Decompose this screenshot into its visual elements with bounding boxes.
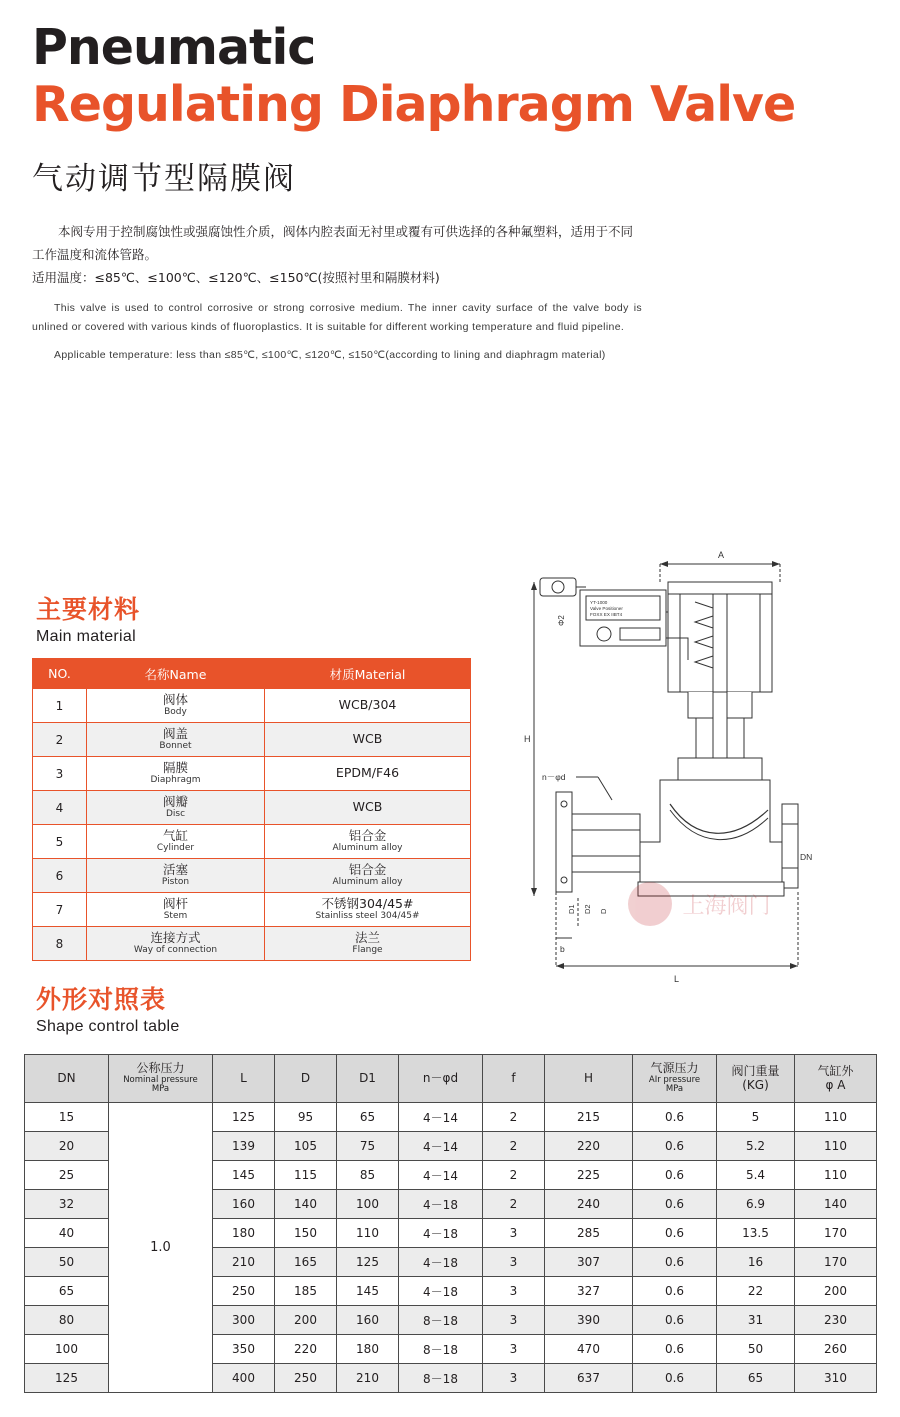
cell-no: 4 xyxy=(33,791,87,825)
cell-dn: 20 xyxy=(25,1132,109,1161)
column-header-dn xyxy=(25,1055,109,1103)
cell-f: 3 xyxy=(483,1248,545,1277)
cell-cylinder-od: 200 xyxy=(795,1277,877,1306)
intro-block xyxy=(32,220,642,365)
svg-text:D2: D2 xyxy=(583,904,592,914)
cell-l: 210 xyxy=(213,1248,275,1277)
main-material-table-wrap xyxy=(32,658,470,961)
shape-table-heading-cn: 外形对照表 xyxy=(36,985,167,1014)
column-header-f xyxy=(483,1055,545,1103)
cell-material-en: Aluminum alloy xyxy=(332,877,403,888)
cell-air-pressure: 0.6 xyxy=(633,1132,717,1161)
cell-f: 2 xyxy=(483,1103,545,1132)
cell-d: 95 xyxy=(275,1103,337,1132)
cell-l: 160 xyxy=(213,1190,275,1219)
column-header-air-cn: 气源压力 xyxy=(650,1060,699,1075)
cell-f: 3 xyxy=(483,1219,545,1248)
intro-en-paragraph-2: Applicable temperature: less than ≤85℃, ≤100℃, ≤120℃, ≤150℃(according to lining and diaphragm material) xyxy=(54,349,606,361)
cell-name-cn: 阀瓣 xyxy=(162,793,188,809)
table-header-row xyxy=(25,1055,877,1103)
cell-nphid: 4－18 xyxy=(399,1277,483,1306)
cell-h: 285 xyxy=(545,1219,633,1248)
cell-cylinder-od: 170 xyxy=(795,1219,877,1248)
shape-control-table xyxy=(24,1054,877,1393)
column-header-material: 材质Material xyxy=(265,659,471,689)
cell-name-cn: 隔膜 xyxy=(162,759,188,775)
svg-text:YT-1000: YT-1000 xyxy=(590,600,608,605)
cell-material-cn: WCB xyxy=(352,731,383,747)
cell-cylinder-od: 110 xyxy=(795,1132,877,1161)
cell-nphid: 4－14 xyxy=(399,1161,483,1190)
column-header-h xyxy=(545,1055,633,1103)
cell-f: 2 xyxy=(483,1132,545,1161)
column-header-air-pressure xyxy=(633,1055,717,1103)
column-header-weight xyxy=(717,1055,795,1103)
cell-f: 3 xyxy=(483,1335,545,1364)
cell-material xyxy=(265,859,471,893)
intro-en-paragraph-1: This valve is used to control corrosive or strong corrosive medium. The inner cavity surface of the valve body is unlined or covered with various kinds of fluoroplastics. It is suitable for different working temperature and fluid pipeline. xyxy=(32,302,642,333)
cell-air-pressure: 0.6 xyxy=(633,1306,717,1335)
cell-h: 470 xyxy=(545,1335,633,1364)
cell-d1: 65 xyxy=(337,1103,399,1132)
cell-weight: 13.5 xyxy=(717,1219,795,1248)
cell-f: 2 xyxy=(483,1161,545,1190)
cell-cylinder-od: 310 xyxy=(795,1364,877,1393)
cell-name-en: Piston xyxy=(161,877,190,888)
cell-nphid: 4－14 xyxy=(399,1103,483,1132)
cell-name-en: Way of connection xyxy=(133,945,218,956)
cell-l: 139 xyxy=(213,1132,275,1161)
column-header-np-en: Nominal pressure xyxy=(123,1074,198,1085)
column-header-cylinder-od xyxy=(795,1055,877,1103)
cell-name xyxy=(87,893,265,927)
cell-cylinder-od: 230 xyxy=(795,1306,877,1335)
table-row xyxy=(33,927,471,961)
svg-text:L: L xyxy=(674,974,680,984)
cell-h: 215 xyxy=(545,1103,633,1132)
cell-h: 240 xyxy=(545,1190,633,1219)
cell-air-pressure: 0.6 xyxy=(633,1103,717,1132)
cell-air-pressure: 0.6 xyxy=(633,1219,717,1248)
cell-name xyxy=(87,689,265,723)
cell-h: 307 xyxy=(545,1248,633,1277)
table-row xyxy=(25,1103,877,1132)
cell-name-cn: 气缸 xyxy=(162,827,188,843)
page-title-cn: 气动调节型隔膜阀 xyxy=(32,160,296,197)
cell-name-cn: 阀体 xyxy=(162,691,188,707)
cell-nphid: 8－18 xyxy=(399,1306,483,1335)
cell-dn: 40 xyxy=(25,1219,109,1248)
cell-name-en: Stem xyxy=(163,911,188,922)
cell-name-cn: 阀盖 xyxy=(162,725,188,741)
svg-text:Valve Positioner: Valve Positioner xyxy=(590,606,623,611)
cell-no: 3 xyxy=(33,757,87,791)
column-header-weight-cn: 阀门重量 xyxy=(731,1063,780,1078)
column-header-h-cn: H xyxy=(583,1070,594,1085)
intro-cn-paragraph-2: 适用温度：≤85℃、≤100℃、≤120℃、≤150℃(按照衬里和隔膜材料) xyxy=(32,270,440,286)
cell-name-en: Diaphragm xyxy=(150,775,201,786)
cell-f: 2 xyxy=(483,1190,545,1219)
column-header-nphid xyxy=(399,1055,483,1103)
cell-d: 150 xyxy=(275,1219,337,1248)
cell-h: 220 xyxy=(545,1132,633,1161)
cell-dn: 15 xyxy=(25,1103,109,1132)
cell-air-pressure: 0.6 xyxy=(633,1277,717,1306)
cell-cylinder-od: 110 xyxy=(795,1103,877,1132)
column-header-d xyxy=(275,1055,337,1103)
cell-weight: 5.4 xyxy=(717,1161,795,1190)
cell-nphid: 4－18 xyxy=(399,1248,483,1277)
cell-material xyxy=(265,893,471,927)
cell-dn: 25 xyxy=(25,1161,109,1190)
cell-weight: 16 xyxy=(717,1248,795,1277)
svg-text:A: A xyxy=(718,550,725,560)
cell-material-cn: WCB xyxy=(352,799,383,815)
cell-d: 105 xyxy=(275,1132,337,1161)
page-title-en-line1: Pneumatic xyxy=(32,19,316,76)
cell-l: 180 xyxy=(213,1219,275,1248)
cell-d: 185 xyxy=(275,1277,337,1306)
cell-air-pressure: 0.6 xyxy=(633,1335,717,1364)
table-row xyxy=(33,791,471,825)
svg-text:Φ2: Φ2 xyxy=(557,615,566,626)
cell-material xyxy=(265,723,471,757)
cell-air-pressure: 0.6 xyxy=(633,1248,717,1277)
cell-name-cn: 连接方式 xyxy=(150,929,201,945)
cell-f: 3 xyxy=(483,1306,545,1335)
column-header-l-cn: L xyxy=(240,1070,247,1085)
cell-no: 5 xyxy=(33,825,87,859)
cell-d1: 145 xyxy=(337,1277,399,1306)
cell-weight: 65 xyxy=(717,1364,795,1393)
cell-dn: 80 xyxy=(25,1306,109,1335)
cell-name-cn: 活塞 xyxy=(162,861,188,877)
column-header-nominal-pressure xyxy=(109,1055,213,1103)
column-header-d1-cn: D1 xyxy=(359,1070,376,1085)
cell-material-cn: WCB/304 xyxy=(338,697,397,713)
shape-table-heading xyxy=(36,980,180,1036)
column-header-d-cn: D xyxy=(300,1070,311,1085)
cell-d: 200 xyxy=(275,1306,337,1335)
cell-material xyxy=(265,927,471,961)
column-header-l xyxy=(213,1055,275,1103)
table-row xyxy=(33,757,471,791)
cell-name xyxy=(87,927,265,961)
table-row xyxy=(33,723,471,757)
cell-cylinder-od: 140 xyxy=(795,1190,877,1219)
cell-d1: 85 xyxy=(337,1161,399,1190)
column-header-no: NO. xyxy=(33,659,87,689)
cell-cylinder-od: 170 xyxy=(795,1248,877,1277)
cell-d1: 75 xyxy=(337,1132,399,1161)
cell-d1: 100 xyxy=(337,1190,399,1219)
cell-d1: 210 xyxy=(337,1364,399,1393)
column-header-air-en: AIr pressure xyxy=(648,1074,701,1085)
cell-l: 400 xyxy=(213,1364,275,1393)
cell-nphid: 8－18 xyxy=(399,1335,483,1364)
column-header-name: 名称Name xyxy=(87,659,265,689)
cell-weight: 5 xyxy=(717,1103,795,1132)
column-header-nphid-cn: n－φd xyxy=(422,1070,459,1085)
cell-d: 140 xyxy=(275,1190,337,1219)
cell-name xyxy=(87,825,265,859)
column-header-cyl-sym: φ A xyxy=(825,1077,846,1092)
shape-table-heading-en: Shape control table xyxy=(36,1018,180,1035)
cell-material xyxy=(265,689,471,723)
cell-dn: 65 xyxy=(25,1277,109,1306)
cell-name-en: Disc xyxy=(165,809,186,820)
column-header-np-cn: 公称压力 xyxy=(136,1060,185,1075)
cell-material xyxy=(265,825,471,859)
watermark-text: 上海阀门 xyxy=(682,893,771,919)
cell-material-en: Stainliss steel 304/45# xyxy=(315,911,420,922)
cell-h: 327 xyxy=(545,1277,633,1306)
shape-table-wrap xyxy=(24,1054,876,1393)
main-material-heading-cn: 主要材料 xyxy=(36,595,141,624)
cell-no: 7 xyxy=(33,893,87,927)
svg-text:b: b xyxy=(560,944,565,954)
table-header-row xyxy=(33,659,471,689)
main-material-heading-en: Main material xyxy=(36,628,136,645)
cell-material-en: Flange xyxy=(352,945,383,956)
cell-d: 220 xyxy=(275,1335,337,1364)
cell-air-pressure: 0.6 xyxy=(633,1161,717,1190)
cell-material-en: Aluminum alloy xyxy=(332,843,403,854)
cell-name-en: Cylinder xyxy=(156,843,195,854)
main-material-heading xyxy=(36,590,140,646)
cell-material xyxy=(265,791,471,825)
cell-weight: 22 xyxy=(717,1277,795,1306)
cell-d1: 125 xyxy=(337,1248,399,1277)
svg-text:n－φd: n－φd xyxy=(542,772,566,782)
cell-cylinder-od: 110 xyxy=(795,1161,877,1190)
table-row xyxy=(33,825,471,859)
column-header-d1 xyxy=(337,1055,399,1103)
intro-cn-paragraph-1: 本阀专用于控制腐蚀性或强腐蚀性介质，阀体内腔表面无衬里或覆有可供选择的各种氟塑料，适用于不同工作温度和流体管路。 xyxy=(32,223,634,262)
catalog-page xyxy=(0,19,900,1417)
cell-name xyxy=(87,791,265,825)
svg-text:D: D xyxy=(599,908,608,914)
svg-text:H: H xyxy=(524,734,531,744)
column-header-weight-unit: (KG) xyxy=(742,1077,769,1092)
cell-f: 3 xyxy=(483,1277,545,1306)
cell-name xyxy=(87,757,265,791)
cell-h: 225 xyxy=(545,1161,633,1190)
cell-dn: 50 xyxy=(25,1248,109,1277)
cell-material-cn: 不锈钢304/45# xyxy=(321,895,414,911)
valve-technical-drawing xyxy=(520,542,880,1002)
cell-no: 6 xyxy=(33,859,87,893)
cell-d: 250 xyxy=(275,1364,337,1393)
column-header-dn-cn: DN xyxy=(57,1070,76,1085)
table-row xyxy=(33,893,471,927)
cell-nphid: 4－18 xyxy=(399,1190,483,1219)
column-header-f-cn: f xyxy=(511,1070,516,1085)
cell-h: 390 xyxy=(545,1306,633,1335)
cell-h: 637 xyxy=(545,1364,633,1393)
cell-l: 250 xyxy=(213,1277,275,1306)
cell-air-pressure: 0.6 xyxy=(633,1364,717,1393)
cell-nominal-pressure: 1.0 xyxy=(109,1103,213,1393)
page-title-en-line2: Regulating Diaphragm Valve xyxy=(32,76,796,134)
cell-weight: 31 xyxy=(717,1306,795,1335)
cell-dn: 125 xyxy=(25,1364,109,1393)
cell-l: 145 xyxy=(213,1161,275,1190)
cell-d1: 160 xyxy=(337,1306,399,1335)
cell-d: 115 xyxy=(275,1161,337,1190)
cell-l: 350 xyxy=(213,1335,275,1364)
cell-l: 300 xyxy=(213,1306,275,1335)
cell-material-cn: 法兰 xyxy=(354,929,380,945)
main-material-table xyxy=(32,658,471,961)
cell-weight: 50 xyxy=(717,1335,795,1364)
cell-name xyxy=(87,859,265,893)
cell-material-cn: 铝合金 xyxy=(348,827,387,843)
column-header-cyl-cn: 气缸外 xyxy=(817,1063,854,1078)
cell-no: 8 xyxy=(33,927,87,961)
cell-name xyxy=(87,723,265,757)
cell-dn: 100 xyxy=(25,1335,109,1364)
cell-material xyxy=(265,757,471,791)
cell-l: 125 xyxy=(213,1103,275,1132)
cell-d: 165 xyxy=(275,1248,337,1277)
cell-weight: 6.9 xyxy=(717,1190,795,1219)
svg-text:DN: DN xyxy=(800,852,813,862)
column-header-air-unit: MPa xyxy=(665,1084,684,1095)
svg-text:FOXX EX IIBT4: FOXX EX IIBT4 xyxy=(590,612,623,617)
cell-air-pressure: 0.6 xyxy=(633,1190,717,1219)
cell-nphid: 4－18 xyxy=(399,1219,483,1248)
cell-nphid: 8－18 xyxy=(399,1364,483,1393)
table-row xyxy=(33,859,471,893)
cell-cylinder-od: 260 xyxy=(795,1335,877,1364)
cell-nphid: 4－14 xyxy=(399,1132,483,1161)
cell-name-en: Body xyxy=(164,707,187,718)
cell-no: 2 xyxy=(33,723,87,757)
cell-name-en: Bonnet xyxy=(159,741,192,752)
cell-name-cn: 阀杆 xyxy=(162,895,188,911)
cell-material-cn: 铝合金 xyxy=(348,861,387,877)
table-row xyxy=(33,689,471,723)
cell-no: 1 xyxy=(33,689,87,723)
cell-f: 3 xyxy=(483,1364,545,1393)
cell-d1: 110 xyxy=(337,1219,399,1248)
cell-material-cn: EPDM/F46 xyxy=(335,765,400,781)
cell-d1: 180 xyxy=(337,1335,399,1364)
svg-text:D1: D1 xyxy=(567,904,576,914)
cell-dn: 32 xyxy=(25,1190,109,1219)
cell-weight: 5.2 xyxy=(717,1132,795,1161)
column-header-np-unit: MPa xyxy=(151,1084,170,1095)
